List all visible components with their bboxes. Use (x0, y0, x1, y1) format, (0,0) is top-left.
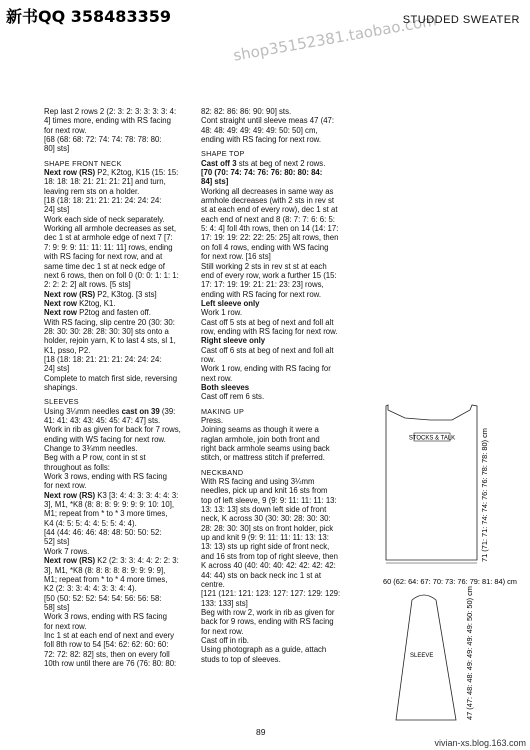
pattern-line: ending with RS facing for next row. (201, 289, 322, 299)
bold-instruction: Next row (RS) (44, 289, 96, 299)
pattern-line: on foll 4 rows, ending with WS facing (201, 242, 329, 252)
body-width-label: 60 (62: 64: 67: 70: 73: 76: 79: 81: 84) cm (383, 577, 517, 586)
pattern-line: Cast off 5 sts at beg of next and foll alt (201, 317, 334, 327)
pattern-line: back for 9 rows, ending with RS facing (201, 617, 334, 627)
pattern-line: up and knit 9 (9: 9: 11: 11: 11: 13: 13: (201, 533, 329, 543)
pattern-line: top of left sleeve, 9 (9: 9: 11: 11: 11: 13: (201, 495, 337, 505)
pattern-line: 17: 19: 19: 22: 22: 25: 25] alt rows, then (201, 233, 339, 243)
pattern-line: K2 (2: 3: 3: 4: 4: 3: 3: 4: 4). (44, 584, 137, 594)
pattern-line: 24] sts] (44, 364, 70, 374)
pattern-line: foll 8th row to 54 [54: 62: 62: 60: 60: (44, 640, 169, 650)
pattern-line: Next row (RS) P2, K2tog, K15 (15: 15: (44, 168, 179, 178)
pattern-line: 72: 72: 82: 82] sts, then on every foll (44, 649, 170, 659)
pattern-line: row, ending with RS facing for next row. (201, 326, 338, 336)
pattern-line: 41: 41: 43: 43: 45: 45: 47: 47] sts. (44, 416, 161, 425)
pattern-line: 4] times more, ending with RS facing (44, 116, 171, 126)
body-outline (386, 405, 477, 560)
pattern-line: 44: 44) sts on back neck inc 1 st at (201, 570, 322, 580)
pattern-line: Working all decreases in same way as (201, 186, 334, 196)
pattern-line: [121 (121: 121: 123: 127: 127: 129: 129: (201, 589, 341, 599)
pattern-line: row. (201, 354, 216, 364)
pattern-line: Press. (201, 416, 224, 425)
pattern-line: 18: 18: 18: 21: 21: 21: 21] and turn, (44, 177, 166, 187)
pattern-line: 28: 30: 30: 28: 28: 30: 30] sts onto a (44, 326, 169, 336)
pattern-line: Work in rib as given for back for 7 rows, (44, 425, 181, 435)
section-heading: SLEEVES (44, 397, 79, 407)
pattern-line: 58] sts] (44, 602, 70, 612)
pattern-line: K1, psso, P2. (44, 345, 91, 355)
pattern-line: ending with WS facing for next row. (44, 434, 166, 444)
pattern-line: [18 (18: 18: 21: 21: 21: 24: 24: 24: (44, 354, 162, 364)
pattern-line: dec 1 st at armhole edge of next 7 [7: (44, 233, 173, 243)
bold-instruction: Both sleeves (201, 382, 250, 392)
watermark-shop-url: shop35152381.taobao.com (232, 11, 438, 65)
pattern-line: 80] sts] (44, 144, 70, 154)
pattern-line: 82: 82: 86: 86: 90: 90] sts. (201, 107, 292, 116)
pattern-line: [18 (18: 18: 21: 21: 21: 24: 24: 24: (44, 196, 162, 206)
pattern-line (201, 336, 351, 345)
body-height-label: 71 (71: 71: 74: 74: 76: 76: 78: 78: 80) cm (480, 428, 489, 562)
pattern-line: right back armhole seams using back (201, 444, 330, 454)
pattern-line: studs to top of sleeves. (201, 654, 281, 664)
pattern-line: 24] sts] (44, 205, 70, 215)
pattern-line: stitch, or mattress stitch if preferred. (201, 453, 325, 463)
pattern-line: Complete to match first side, reversing (44, 373, 178, 383)
pattern-line: ending with RS facing for next row. (201, 135, 322, 145)
pattern-line: needles, pick up and knit 16 sts from (201, 486, 328, 496)
pattern-line: 48: 48: 49: 49: 49: 49: 50: 50] cm, (201, 125, 318, 135)
pattern-line: Change to 3¾mm needles. (44, 444, 138, 454)
pattern-line: Beg with a P row, cont in st st (44, 453, 146, 463)
bold-instruction: Next row (RS) (44, 556, 96, 566)
pattern-line: Cast off 6 sts at beg of next and foll alt (201, 345, 334, 355)
pattern-line: raglan armhole, join both front and (201, 434, 320, 444)
pattern-line (201, 177, 351, 186)
pattern-line: Work 1 row, ending with RS facing for (201, 364, 331, 374)
bold-instruction: Next row (RS) (44, 490, 96, 500)
pattern-line: for next row. [16 sts] (201, 252, 271, 262)
pattern-line: for next row. (44, 125, 87, 135)
pattern-line: Cast off rem 6 sts. (201, 392, 265, 402)
pattern-line (201, 299, 351, 308)
pattern-line: Next row (RS) K2 (2: 3: 3: 4: 4: 2: 2: 3: (44, 556, 179, 566)
pattern-line: end of every row, work a further 15 (15: (201, 270, 337, 280)
pattern-line: next 6 rows, then on foll 0 (0: 0: 1: 1: 1: (44, 270, 179, 280)
pattern-line: each end of next and 8 (8: 7: 7: 6: 6: 5: (201, 214, 335, 224)
sleeve-outline (396, 595, 456, 720)
pattern-line (201, 383, 351, 392)
body-label-box (414, 433, 450, 441)
pattern-line: shapings. (44, 382, 78, 392)
pattern-line: centre. (201, 579, 225, 589)
pattern-line: Work 3 rows, ending with RS facing (44, 472, 167, 482)
pattern-line: M1; repeat from * to * 4 more times, (44, 574, 168, 584)
bold-instruction: Next row (44, 308, 77, 318)
pattern-line: 3], M1, *K8 (8: 8: 8: 8: 8: 9: 9: 9: 9], (44, 565, 166, 575)
watermark-qq: 新书QQ 358483359 (6, 7, 171, 26)
body-label: STOCKS & TALK (408, 435, 456, 442)
pattern-line: Work 7 rows. (44, 546, 90, 556)
bold-instruction: 84] sts] (201, 177, 229, 187)
pattern-line: and 16 sts from top of right sleeve, then (201, 551, 338, 561)
pattern-line: 13: 13: 13] sts down left side of front (201, 505, 327, 515)
pattern-line: Beg with row 2, work in rib as given for (201, 607, 335, 617)
bold-instruction: Left sleeve only (201, 298, 260, 308)
pattern-line: With RS facing and using 3¼mm (201, 477, 315, 487)
section-heading: MAKING UP (201, 406, 245, 416)
pattern-line: for next row. (44, 621, 87, 631)
pattern-line: Rep last 2 rows 2 (2: 3: 2: 3: 3: 3: 3: 4: (44, 107, 177, 116)
page-number: 89 (256, 727, 266, 737)
pattern-line: Next row (RS) P2, K3tog. [3 sts] (44, 289, 157, 299)
pattern-line: neck, K across 30 (30: 30: 28: 30: 30: (201, 514, 331, 524)
pattern-line: Cast off in rib. (201, 635, 249, 645)
pattern-line: Using photograph as a guide, attach (201, 645, 327, 655)
pattern-line: 133: 133] sts] (201, 598, 248, 608)
pattern-line: for next row. (44, 481, 87, 491)
pattern-line: Work 1 row. (201, 308, 243, 318)
pattern-line: Using 3¼mm needles cast on 39 (39: (44, 406, 176, 416)
pattern-line: 28: 28: 30: 30] sts on front holder, pick (201, 523, 334, 533)
pattern-line: Work each side of neck separately. (44, 214, 165, 224)
pattern-line: Joining seams as though it were a (201, 425, 319, 435)
sleeve-label: SLEEVE (410, 653, 434, 659)
bold-instruction: Next row (RS) (44, 168, 96, 178)
pattern-line: M1; repeat from * to * 3 more times, (44, 509, 168, 519)
pattern-line: 52] sts] (44, 537, 70, 547)
pattern-line: Work 3 rows, ending with RS facing (44, 612, 167, 622)
pattern-line: next row. (201, 373, 233, 383)
pattern-line: K across 40 (40: 40: 40: 42: 42: 42: 42: (201, 561, 336, 571)
sleeve-length-label: 47 (47: 48: 48: 49: 49: 49: 49: 50: 50) cm (465, 586, 474, 720)
footer-blog-url: vivian-xs.blog.163.com (434, 738, 526, 748)
pattern-line (201, 168, 351, 177)
pattern-line: for next row. (201, 626, 244, 636)
column-middle (201, 107, 351, 664)
pattern-line: Next row P2tog and fasten off. (44, 308, 151, 318)
section-heading: SHAPE TOP (201, 149, 245, 159)
pattern-line: throughout as folls: (44, 462, 110, 472)
section-heading: NECKBAND (201, 467, 244, 477)
pattern-line: armhole decreases (with 2 sts in rev st (201, 196, 335, 206)
bold-instruction: cast on 39 (121, 406, 160, 416)
bold-instruction: Right sleeve only (201, 336, 266, 346)
pattern-line: Cast off 3 sts at beg of next 2 rows. (201, 158, 326, 168)
pattern-line: st at each end of every row), dec 1 st at (201, 205, 338, 215)
pattern-line: With RS facing, slip centre 20 (30: 30: (44, 317, 175, 327)
pattern-line: [68 (68: 68: 72: 74: 74: 78: 78: 80: (44, 135, 162, 145)
pattern-line: K4 (4: 5: 5: 4: 4: 5: 5: 4: 4). (44, 518, 137, 528)
bold-instruction: [70 (70: 74: 74: 76: 76: 80: 80: 84: (201, 168, 323, 178)
pattern-line: holder, rejoin yarn, K to last 4 sts, sl 1, (44, 336, 176, 346)
page-header-title: STUDDED SWEATER (402, 14, 520, 26)
pattern-line: 7: 9: 9: 9: 11: 11: 11: 11] rows, ending (44, 242, 173, 252)
pattern-line: Cont straight until sleeve meas 47 (47: (201, 116, 335, 126)
pattern-line: 10th row until there are 76 (76: 80: 80: (44, 658, 177, 668)
pattern-line: Next row K2tog, K1. (44, 298, 116, 308)
pattern-line: 5: 4: 4] foll 4th rows, then on 14 (14: 17: (201, 224, 339, 234)
pattern-line: Working all armhole decreases as set, (44, 224, 177, 234)
pattern-line: leaving rem sts on a holder. (44, 186, 140, 196)
pattern-line: 17: 17: 19: 19: 21: 21: 23: 23] rows, (201, 280, 324, 290)
pattern-line: same time dec 1 st at neck edge of (44, 261, 165, 271)
pattern-line: Next row (RS) K3 [3: 4: 4: 3: 3: 4: 4: 3: (44, 490, 179, 500)
pattern-line: [50 (50: 52: 52: 54: 54: 56: 56: 58: (44, 593, 162, 603)
pattern-line: 13: 13) sts up right side of front neck, (201, 542, 330, 552)
column-left (44, 107, 194, 668)
bold-instruction: Cast off 3 (201, 158, 237, 168)
bold-instruction: Next row (44, 298, 77, 308)
pattern-line: 3], M1, *K8 (8: 8: 8: 9: 9: 9: 9: 10: 10], (44, 500, 175, 510)
pattern-line: 2: 2: 2: 2] alt rows. [5 sts] (44, 280, 131, 290)
section-heading: SHAPE FRONT NECK (44, 158, 122, 168)
pattern-line: with RS facing for next row, and at (44, 252, 163, 262)
pattern-line: Inc 1 st at each end of next and every (44, 630, 175, 640)
pattern-line: [44 (44: 46: 46: 48: 48: 50: 50: 52: (44, 528, 162, 538)
pattern-line: Still working 2 sts in rev st st at each (201, 261, 327, 271)
